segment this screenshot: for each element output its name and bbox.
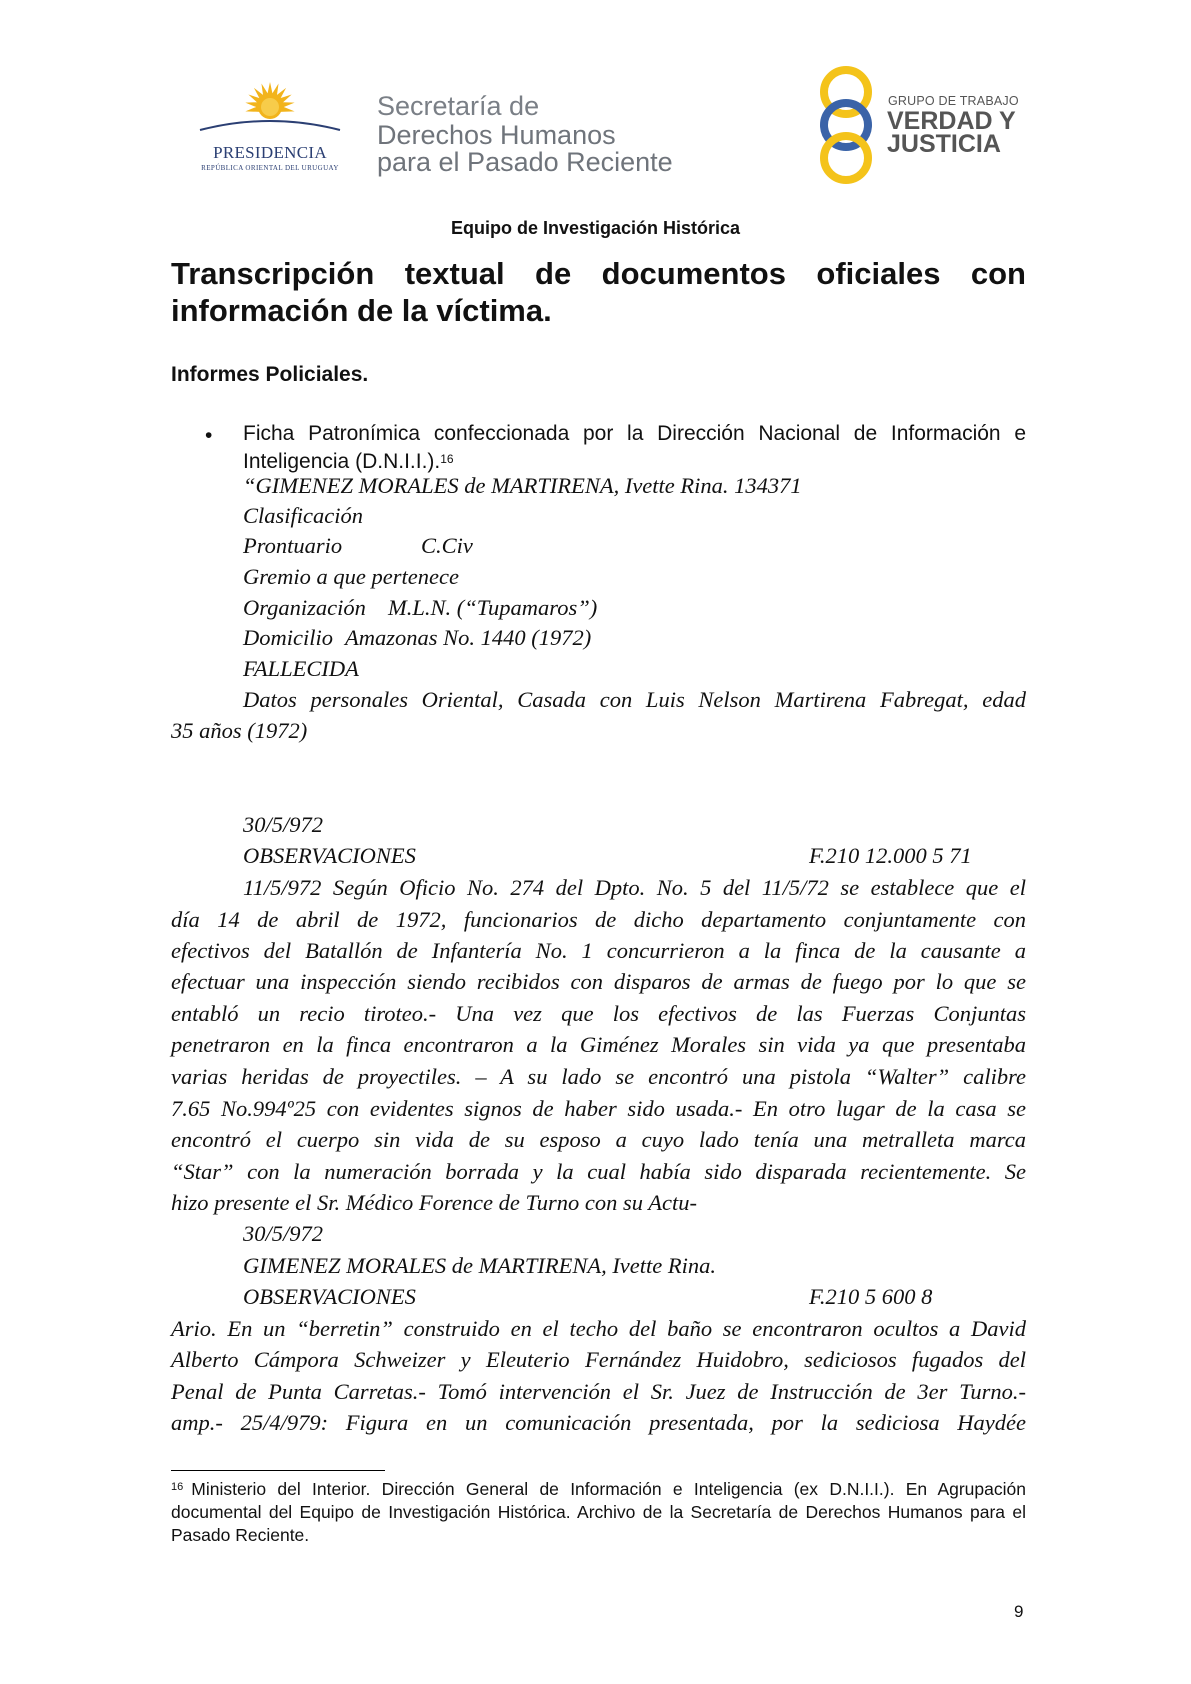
record-organizacion-label: Organización	[243, 595, 366, 620]
record-name-line-2: GIMENEZ MORALES de MARTIRENA, Ivette Rina.	[243, 1253, 717, 1278]
obs2-line: Penal de Punta Carretas.- Tomó intervención el Sr. Juez de Instrucción de 3er Turno.-	[171, 1379, 1026, 1404]
team-label: Equipo de Investigación Histórica	[450, 218, 741, 238]
observaciones-code-1: F.210 12.000 5 71	[809, 843, 972, 868]
footnote-ref: 16	[440, 452, 454, 466]
page-number: 9	[1014, 1602, 1024, 1621]
record-clasificacion: Clasificación	[243, 503, 363, 528]
obs2-line: Ario. En un “berretin” construido en el techo del baño se encontraron ocultos a David	[171, 1316, 1026, 1341]
secretaria-line-3: para el Pasado Reciente	[377, 147, 673, 177]
presidencia-label: PRESIDENCIA	[213, 143, 327, 162]
gtvj-label-line-1: VERDAD Y	[887, 107, 1016, 135]
record-domicilio-value: Amazonas No. 1440 (1972)	[345, 625, 592, 650]
obs-line: 11/5/972 Según Oficio No. 274 del Dpto. No. 5 del 11/5/72 se establece que el	[243, 875, 1026, 900]
obs-line: entabló un recio tiroteo.- Una vez que los efectivos de las Fuerzas Conjuntas	[171, 1001, 1026, 1026]
record-prontuario-value: C.Civ	[421, 533, 473, 558]
record-date-2: 30/5/972	[243, 1221, 324, 1246]
record-datos-line-1: Datos personales Oriental, Casada con Luis Nelson Martirena Fabregat, edad	[243, 687, 1026, 712]
secretaria-line-1: Secretaría de	[377, 91, 540, 121]
obs-line: encontró el cuerpo sin vida de su esposo a cuyo lado tenía una metralleta marca	[171, 1127, 1026, 1152]
obs-line: efectivos del Batallón de Infantería No. 1 concurrieron a la finca de la causante a	[171, 938, 1026, 963]
bullet-icon: •	[205, 424, 213, 447]
observaciones-label-2: OBSERVACIONES	[243, 1284, 416, 1309]
footnote	[171, 1478, 1026, 1547]
observaciones-label-1: OBSERVACIONES	[243, 843, 416, 868]
obs2-line: amp.- 25/4/979: Figura en un comunicación presentada, por la sediciosa Haydée	[171, 1410, 1026, 1435]
record-datos-line-2: 35 años (1972)	[171, 718, 308, 743]
obs2-line: Alberto Cámpora Schweizer y Eleuterio Fernández Huidobro, sediciosos fugados del	[171, 1347, 1026, 1372]
record-name-line: “GIMENEZ MORALES de MARTIRENA, Ivette Rina. 134371	[243, 473, 802, 498]
secretaria-line-2: Derechos Humanos	[377, 120, 616, 150]
bullet-item	[243, 420, 1026, 476]
footnote-number: 16	[171, 1481, 184, 1493]
obs-line: varias heridas de proyectiles. – A su lado se encontró una pistola “Walter” calibre	[171, 1064, 1026, 1089]
record-gremio: Gremio a que pertenece	[243, 564, 459, 589]
document-title: Transcripción textual de documentos oficiales con información de la víctima.	[171, 256, 1026, 328]
record-domicilio-label: Domicilio	[243, 625, 333, 650]
obs-line: penetraron en la finca encontraron a la Giménez Morales sin vida ya que presentaba	[171, 1032, 1026, 1057]
bullet-text: Ficha Patronímica confeccionada por la Dirección Nacional de Información e Inteligencia (D.N.I.I.).	[243, 422, 1026, 473]
obs-line: hizo presente el Sr. Médico Forence de Turno con su Actu-	[171, 1190, 697, 1215]
gtvj-label-line-2: JUSTICIA	[887, 130, 1001, 158]
obs-line: “Star” con la numeración borrada y la cual había sido disparada recientemente. Se	[171, 1159, 1026, 1184]
footnote-text: Ministerio del Interior. Dirección General de Información e Inteligencia (ex D.N.I.I.). En Agrupación documental del Equipo de Investigación Histórica. Archivo de la Secretaría de Derechos Humanos para el Pasado Reciente.	[171, 1479, 1026, 1545]
obs-line: efectuar una inspección siendo recibidos con disparos de armas de fuego por lo que se	[171, 969, 1026, 994]
presidencia-sublabel: REPÚBLICA ORIENTAL DEL URUGUAY	[201, 164, 339, 172]
obs-line: día 14 de abril de 1972, funcionarios de dicho departamento conjuntamente con	[171, 907, 1026, 932]
gtvj-small-label: GRUPO DE TRABAJO	[888, 94, 1019, 108]
record-organizacion-value: M.L.N. (“Tupamaros”)	[388, 595, 598, 620]
section-heading: Informes Policiales.	[171, 363, 369, 386]
record-prontuario-label: Prontuario	[243, 533, 343, 558]
footnote-separator	[171, 1470, 385, 1471]
obs-line: 7.65 No.994º25 con evidentes signos de haber sido usada.- En otro lugar de la casa se	[171, 1096, 1026, 1121]
record-date-1: 30/5/972	[243, 812, 324, 837]
record-estado: FALLECIDA	[243, 656, 359, 681]
observaciones-code-2: F.210 5 600 8	[809, 1284, 933, 1309]
